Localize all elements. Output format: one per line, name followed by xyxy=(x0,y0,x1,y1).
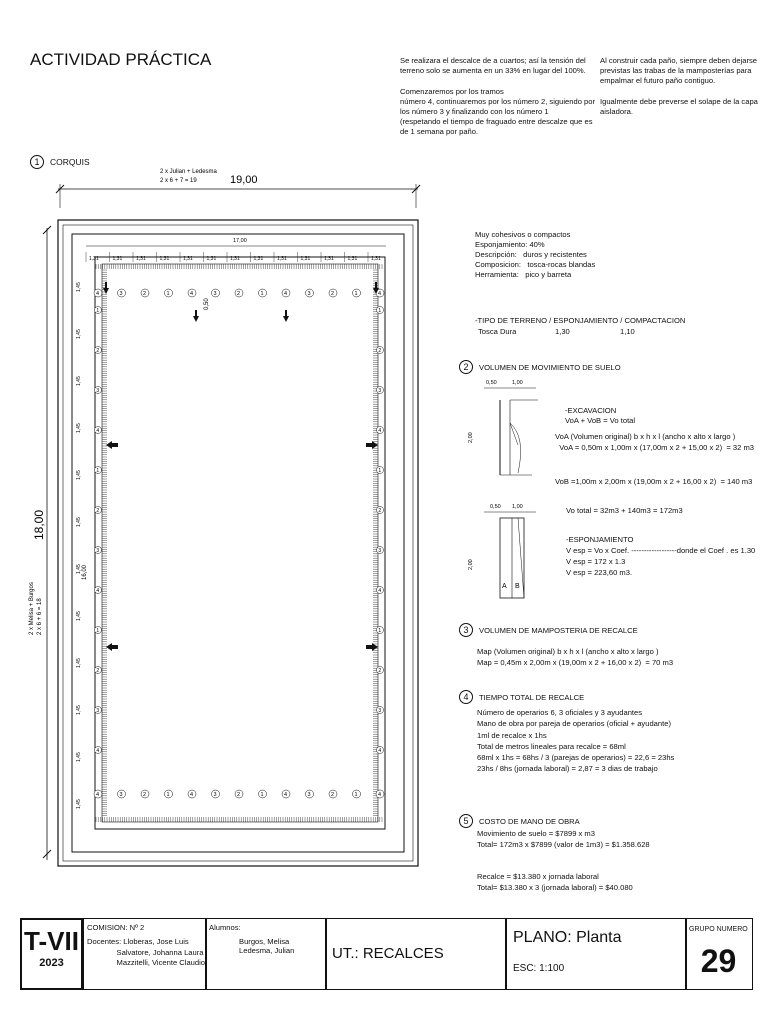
section-4-body: Número de operarios 6, 3 oficiales y 3 ayudantes Mano de obra por pareja de operarios (oficial + ayudante) 1ml de recalce x 1hs Total de metros lineales para recalce = 68ml 68ml x 1hs = 68hs / 3 (parejas de operarios) = 22,6 = 23hs 23hs / 8hs (jornada laboral) = 2,87 = 3 dias de trabajo xyxy=(477,708,675,774)
croquis-label: CORQUIS xyxy=(50,157,90,167)
sequence-number: 4 xyxy=(378,588,382,594)
section-5-body: Movimiento de suelo = $7899 x m3 Total= 172m3 x $7899 (valor de 1m3) = $1.358.628 Recalce = $13.380 x jornada laboral Total= $13.380 x 3 (jornada laboral) = $40.080 xyxy=(477,829,650,892)
side-segment-label: 1,45 xyxy=(76,799,82,809)
label-a: A xyxy=(502,583,507,590)
sequence-number: 3 xyxy=(96,548,100,554)
ut-label: UT.: RECALCES xyxy=(332,945,444,962)
top-note-1: 2 x Julian + Ledesma xyxy=(160,169,217,175)
sheet-year: 2023 xyxy=(39,957,64,969)
arrow-icon xyxy=(283,310,289,322)
sequence-number: 4 xyxy=(378,428,382,434)
segment-label: 1,31 xyxy=(89,256,99,262)
dim-a2: 0,50 xyxy=(490,504,501,510)
sequence-number: 3 xyxy=(378,548,382,554)
segment-label: 1,31 xyxy=(347,256,358,262)
sequence-number: 4 xyxy=(190,792,194,798)
plan-drawing xyxy=(20,160,440,870)
voa-calc: VoA (Volumen original) b x h x l (ancho x alto x largo ) VoA = 0,50m x 1,00m x (17,00m x 2 + 15,00 x 2) = 32 m3 xyxy=(555,432,755,452)
dim-b2: 1,00 xyxy=(512,504,523,510)
section-2-heading xyxy=(459,360,621,374)
comision-box xyxy=(83,918,206,990)
section-title: COSTO DE MANO DE OBRA xyxy=(479,816,580,826)
alumnos: Burgos, Melisa Ledesma, Julian xyxy=(239,937,295,955)
terrain-description: Muy cohesivos o compactos Esponjamiento: 40% Descripción: duros y recistentes Composicion: tosca-rocas blandas Herramienta: pico y barreta xyxy=(475,230,596,279)
terrain-name: Tosca Dura xyxy=(478,327,517,336)
dim-height2: 2,00 xyxy=(468,559,474,570)
docentes: Docentes: Lloberas, Jose Luis Salvatore, Johanna Laura Mazzitelli, Vicente Claudio xyxy=(87,937,206,967)
sequence-number: 4 xyxy=(378,792,382,798)
alumnos-box xyxy=(206,918,326,990)
side-segment-label: 1,45 xyxy=(76,752,82,762)
segment-label: 1,31 xyxy=(206,256,217,262)
sequence-number: 1 xyxy=(166,792,170,798)
comision: COMISION: Nº 2 xyxy=(87,923,145,932)
esponjamiento-calc: -ESPONJAMIENTO V esp = Vo x Coef. ------------------donde el Coef . es 1.30 V esp = 172 x 1.3 V esp = 223,60 m3. xyxy=(566,535,756,577)
arrow-icon xyxy=(103,282,109,294)
sequence-number: 4 xyxy=(96,748,100,754)
side-segment-label: 1,45 xyxy=(76,611,82,621)
segment-label: 1,31 xyxy=(112,256,123,262)
section-3-body: Map (Volumen original) b x h x l (ancho x alto x largo ) Map = 0,45m x 2,00m x (19,00m x 2 + 16,00 x 2) = 70 m3 xyxy=(477,647,674,667)
sequence-number: 2 xyxy=(378,668,382,674)
sequence-number: 1 xyxy=(96,308,100,314)
side-segment-label: 1,45 xyxy=(76,282,82,292)
intro-text-right: Al construir cada paño, siempre deben dejarse previstas las trabas de la mamposterías para empalmar el futuro paño contiguo. Igualmente debe preverse el solape de la capa aisladora. xyxy=(600,56,758,117)
sequence-number: 3 xyxy=(96,708,100,714)
section-4-heading xyxy=(459,690,584,704)
arrow-icon xyxy=(106,441,118,449)
plano-label: PLANO: Planta xyxy=(513,929,622,946)
segment-label: 1,31 xyxy=(371,256,381,262)
ut-box xyxy=(326,918,506,990)
side-segment-label: 1,45 xyxy=(76,470,82,480)
segment-label: 1,31 xyxy=(277,256,287,262)
sequence-number: 3 xyxy=(378,708,382,714)
side-segment-label: 1,45 xyxy=(76,658,82,668)
escala: ESC: 1:100 xyxy=(513,963,565,974)
terrain-esponjamiento: 1,30 xyxy=(555,327,570,336)
sequence-number: 2 xyxy=(96,668,100,674)
side-note-2: 2 x 6 + 6 = 18 xyxy=(37,598,43,635)
segment-label: 1,31 xyxy=(253,256,264,262)
sequence-number: 3 xyxy=(307,291,311,297)
segment-label: 1,31 xyxy=(300,256,311,262)
grupo-label: GRUPO NUMERO xyxy=(689,926,748,933)
sheet-code: T-VII xyxy=(24,926,79,956)
vo-total: Vo total = 32m3 + 140m3 = 172m3 xyxy=(566,506,683,515)
side-note-1: 2 x Melisa + Burgos xyxy=(29,582,35,635)
sequence-number: 2 xyxy=(143,291,147,297)
side-segment-label: 1,45 xyxy=(76,376,82,386)
arrow-icon xyxy=(106,643,118,651)
sequence-number: 3 xyxy=(307,792,311,798)
plano-box xyxy=(506,918,686,990)
sequence-number: 2 xyxy=(143,792,147,798)
wall-dimension: 0,50 xyxy=(204,298,210,310)
arrow-icon xyxy=(193,310,199,322)
sequence-number: 1 xyxy=(166,291,170,297)
section-5-heading xyxy=(459,814,580,828)
sequence-number: 4 xyxy=(284,792,288,798)
sequence-number: 1 xyxy=(378,468,382,474)
sequence-number: 2 xyxy=(331,291,335,297)
section-number: 4 xyxy=(459,690,473,704)
sequence-number: 1 xyxy=(96,468,100,474)
sequence-number: 4 xyxy=(96,291,100,297)
sequence-number: 1 xyxy=(378,308,382,314)
segment-label: 1,31 xyxy=(136,256,146,262)
inner-height: 16,00 xyxy=(82,564,88,580)
side-segment-label: 1,45 xyxy=(76,517,82,527)
excavation-sketch xyxy=(460,375,560,605)
section-number: 5 xyxy=(459,814,473,828)
arrow-icon xyxy=(366,643,378,651)
sequence-number: 2 xyxy=(237,792,241,798)
section-title: TIEMPO TOTAL DE RECALCE xyxy=(479,692,585,702)
sequence-number: 1 xyxy=(260,792,264,798)
segment-label: 1,31 xyxy=(159,256,170,262)
sequence-number: 3 xyxy=(119,792,123,798)
sequence-number: 3 xyxy=(378,388,382,394)
section-number: 2 xyxy=(459,360,473,374)
section-3-heading xyxy=(459,623,638,637)
top-note-2: 2 x 6 + 7 = 19 xyxy=(160,178,197,184)
sequence-number: 2 xyxy=(378,508,382,514)
section-title: VOLUMEN DE MAMPOSTERIA DE RECALCE xyxy=(479,625,638,635)
sequence-number: 4 xyxy=(96,792,100,798)
sequence-number: 1 xyxy=(354,792,358,798)
sequence-number: 4 xyxy=(190,291,194,297)
segment-label: 1,31 xyxy=(324,256,334,262)
page-title: ACTIVIDAD PRÁCTICA xyxy=(30,50,212,69)
section-title: VOLUMEN DE MOVIMIENTO DE SUELO xyxy=(479,362,621,372)
alumnos-label: Alumnos: xyxy=(209,923,241,932)
side-segment-label: 1,45 xyxy=(76,423,82,433)
section-number: 1 xyxy=(30,155,44,169)
sequence-number: 1 xyxy=(378,628,382,634)
sequence-number: 4 xyxy=(378,748,382,754)
sequence-number: 1 xyxy=(260,291,264,297)
sequence-number: 3 xyxy=(213,792,217,798)
sequence-number: 1 xyxy=(96,628,100,634)
sequence-number: 3 xyxy=(119,291,123,297)
section-number: 3 xyxy=(459,623,473,637)
sequence-number: 4 xyxy=(284,291,288,297)
side-segment-label: 1,45 xyxy=(76,564,82,574)
side-segment-label: 1,45 xyxy=(76,705,82,715)
side-segment-label: 1,45 xyxy=(76,329,82,339)
segment-label: 1,31 xyxy=(183,256,193,262)
sequence-number: 4 xyxy=(96,588,100,594)
sequence-number: 2 xyxy=(96,508,100,514)
dim-a: 0,50 xyxy=(486,380,497,386)
inner-width: 17,00 xyxy=(233,238,247,244)
sequence-number: 2 xyxy=(331,792,335,798)
label-b: B xyxy=(515,583,520,590)
sequence-number: 3 xyxy=(213,291,217,297)
sequence-number: 1 xyxy=(354,291,358,297)
grupo-box xyxy=(686,918,753,990)
sheet-code-box xyxy=(20,918,83,990)
intro-text-middle: Se realizara el descalce de a cuartos; así la tensión del terreno solo se aumenta en un 33% en lugar del 100%. Comenzaremos por los tramos número 4, continuaremos por los número 2, siguiendo por los número 3 y finalizando con los número 1 (respetando el tiempo de fraguado entre descalze que es de 1 semana por paño. xyxy=(400,56,596,137)
terrain-table-header: -TIPO DE TERRENO / ESPONJAMIENTO / COMPACTACION xyxy=(475,316,686,325)
segment-label: 1,31 xyxy=(230,256,240,262)
height-dimension: 18,00 xyxy=(32,509,46,540)
dim-height: 2,00 xyxy=(468,432,474,443)
sequence-number: 2 xyxy=(378,348,382,354)
sequence-number: 4 xyxy=(378,291,382,297)
sequence-number: 4 xyxy=(96,428,100,434)
vob-calc: VoB =1,00m x 2,00m x (19,00m x 2 + 16,00 x 2) = 140 m3 xyxy=(555,477,753,486)
width-dimension: 19,00 xyxy=(230,174,258,186)
arrow-icon xyxy=(366,441,378,449)
sequence-number: 2 xyxy=(237,291,241,297)
excavation-text: -EXCAVACION VoA + VoB = Vo total xyxy=(565,406,636,425)
terrain-compactacion: 1,10 xyxy=(620,327,635,336)
sequence-number: 3 xyxy=(96,388,100,394)
sequence-number: 2 xyxy=(96,348,100,354)
dim-b: 1,00 xyxy=(512,380,523,386)
grupo-number: 29 xyxy=(700,943,737,979)
